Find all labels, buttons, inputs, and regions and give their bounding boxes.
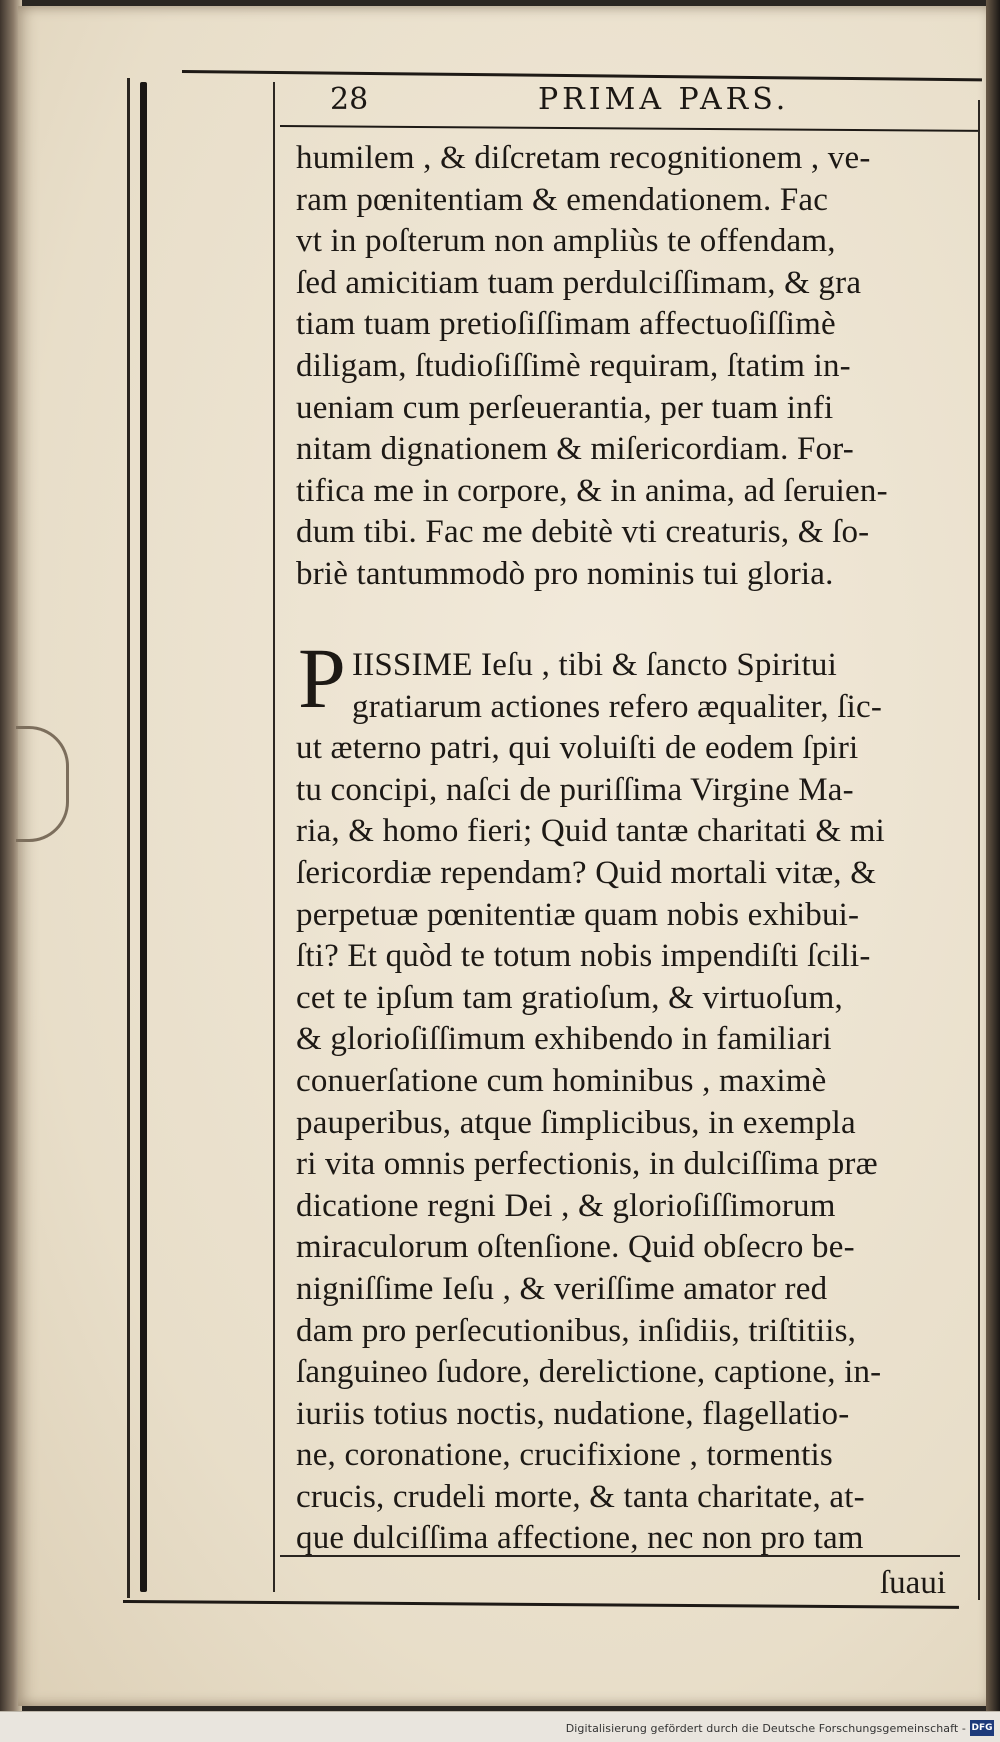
text-line: ſed amicitiam tuam perdulciſſimam, & gra xyxy=(296,264,862,301)
text-line: gratiarum actiones refero æqualiter, ſic- xyxy=(352,688,883,725)
book-clasp xyxy=(16,726,69,842)
text-line: dicatione regni Dei , & glorioſiſſimorum xyxy=(296,1187,836,1224)
text-line: briè tantummodò pro nominis tui gloria. xyxy=(296,555,834,592)
text-line: ſti? Et quòd te totum nobis impendiſti ſcili- xyxy=(296,938,871,975)
text-line: que dulciſſima affectione, nec non pro tam xyxy=(296,1520,864,1557)
text-line: ria, & homo fieri; Quid tantæ charitati & mi xyxy=(296,813,885,850)
text-line: nitam dignationem & miſericordiam. For- xyxy=(296,431,854,468)
text-line: ueniam cum perſeuerantia, per tuam infi xyxy=(296,389,834,426)
text-line: conuerſatione cum hominibus , maximè xyxy=(296,1062,827,1099)
dfg-logo-icon: DFG xyxy=(970,1720,994,1736)
funding-credit: Digitalisierung gefördert durch die Deutsche Forschungsgemeinschaft - xyxy=(565,1722,966,1735)
frame-rule-left-thin xyxy=(127,78,130,1598)
text-line: dam pro perſecutionibus, inſidiis, triſtitiis, xyxy=(296,1312,857,1349)
text-line: ri vita omnis perfectionis, in dulciſſima præ xyxy=(296,1146,878,1183)
text-line: ut æterno patri, qui voluiſti de eodem ſpiri xyxy=(296,730,859,767)
text-line: cet te ipſum tam gratioſum, & virtuoſum, xyxy=(296,979,843,1016)
text-line: tifica me in corpore, & in anima, ad ſeruien- xyxy=(296,472,888,509)
text-line: ſanguineo ſudore, derelictione, captione, in- xyxy=(296,1354,882,1391)
paragraph-2 xyxy=(296,645,976,1560)
text-line: crucis, crudeli morte, & tanta charitate, at- xyxy=(296,1478,865,1515)
text-line: IISSIME Ieſu , tibi & ſancto Spiritui xyxy=(352,647,837,683)
text-line: ſericordiæ rependam? Quid mortali vitæ, & xyxy=(296,854,877,891)
drop-capital: P xyxy=(298,630,346,726)
text-line: ne, coronatione, crucifixione , tormentis xyxy=(296,1437,833,1474)
text-line: vt in poſterum non ampliùs te offendam, xyxy=(296,223,836,260)
text-line: ram pœnitentiam & emendationem. Fac xyxy=(296,181,829,218)
catchword: ſuaui xyxy=(880,1565,946,1601)
text-line: dum tibi. Fac me debitè vti creaturis, & ſo- xyxy=(296,514,870,551)
running-head-title: PRIMA PARS. xyxy=(538,82,790,117)
book-right-edge xyxy=(986,0,1000,1742)
text-line: nigniſſime Ieſu , & veriſſime amator red xyxy=(296,1270,828,1307)
text-line: & glorioſiſſimum exhibendo in familiari xyxy=(296,1021,832,1058)
text-line: humilem , & diſcretam recognitionem , ve- xyxy=(296,140,871,176)
frame-rule-left-thick xyxy=(140,82,147,1592)
text-line: iuriis totius noctis, nudatione, flagellatio- xyxy=(296,1395,850,1432)
frame-rule-left-inner xyxy=(273,82,275,1592)
text-line: diligam, ſtudioſiſſimè requiram, ſtatim in- xyxy=(296,347,851,384)
frame-rule-right xyxy=(978,100,980,1600)
page-number: 28 xyxy=(330,82,369,117)
footer-bar xyxy=(0,1711,1000,1742)
text-line: pauperibus, atque ſimplicibus, in exempla xyxy=(296,1104,856,1141)
text-line: perpetuæ pœnitentiæ quam nobis exhibui- xyxy=(296,896,860,933)
text-line: miraculorum oſtenſione. Quid obſecro be- xyxy=(296,1229,855,1266)
text-line: tiam tuam pretioſiſſimam affectuoſiſſimè xyxy=(296,306,836,343)
paragraph-1 xyxy=(296,138,976,596)
text-line: tu concipi, naſci de puriſſima Virgine Ma- xyxy=(296,771,854,808)
